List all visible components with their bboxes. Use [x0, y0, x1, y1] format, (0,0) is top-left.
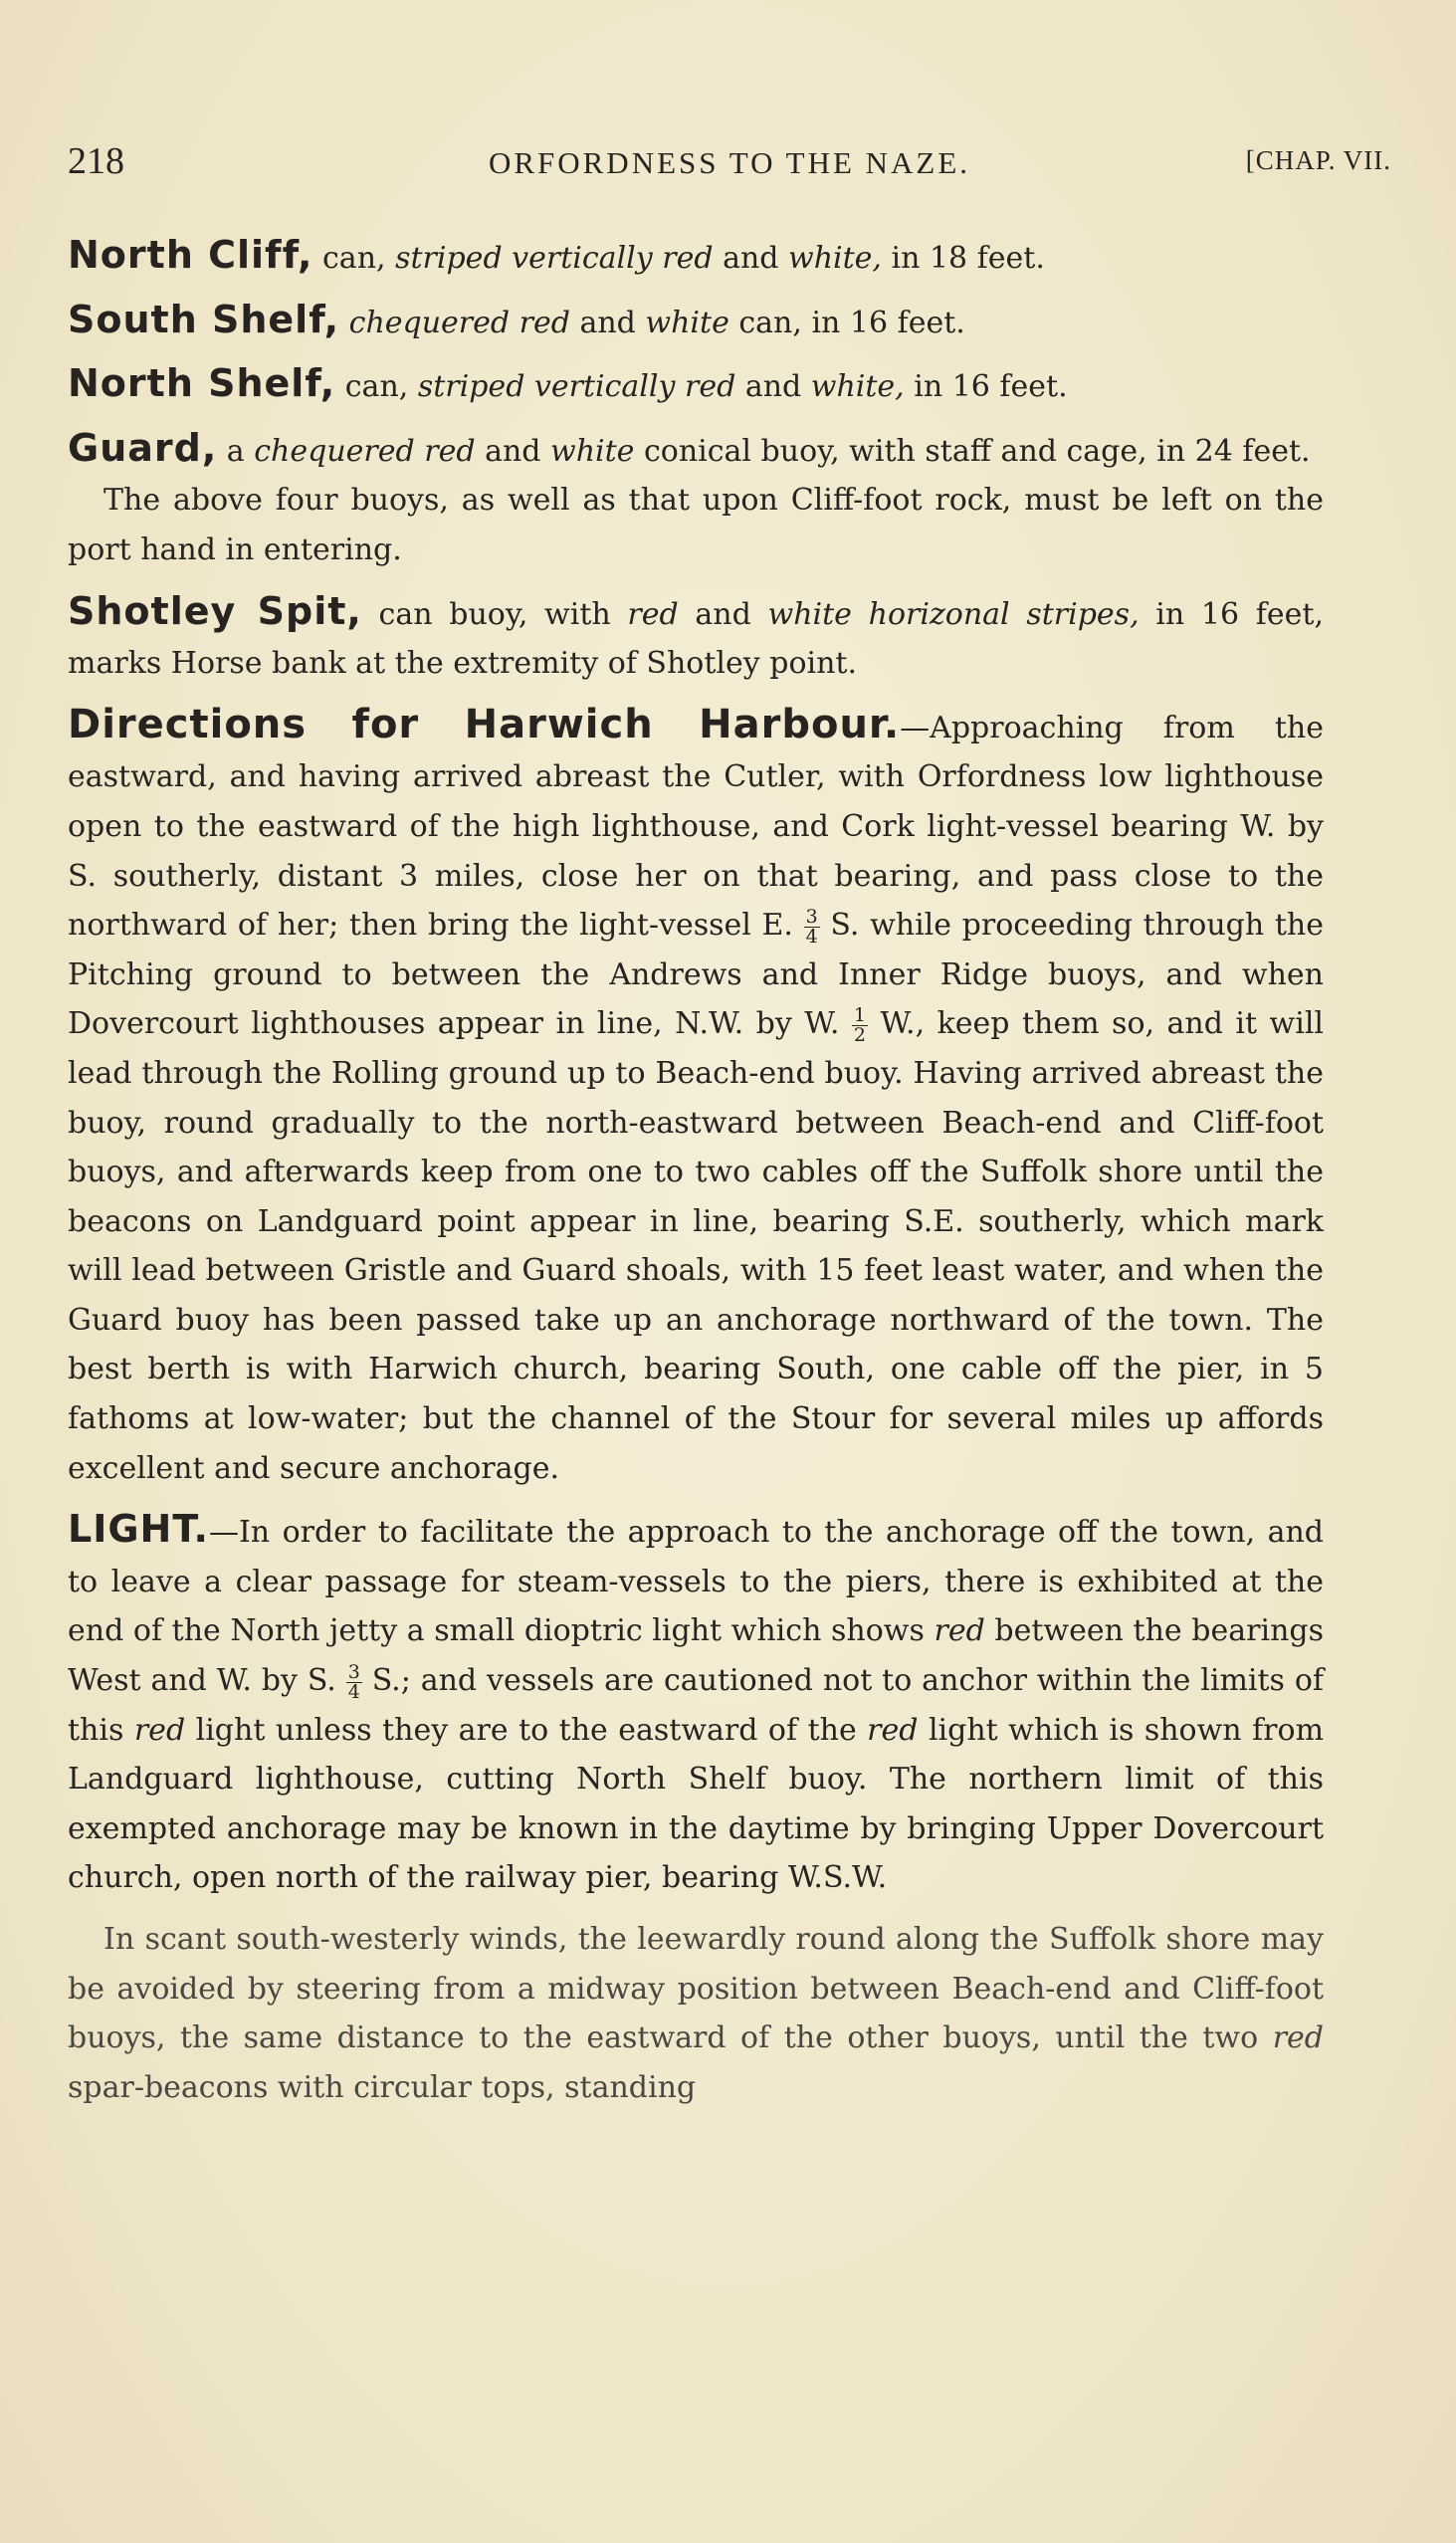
buoy-entry-north-cliff: North Cliff, can, striped vertically red and white, in 18 feet. — [68, 233, 1045, 277]
page-number: 218 — [68, 140, 124, 182]
running-title: ORFORDNESS TO THE NAZE. — [488, 145, 971, 180]
scant-winds-paragraph: In scant south-westerly winds, the leewardly round along the Suffolk shore may be avoided by steering from a midway position between Beach-end and Cliff-foot buoys, the same distance to the eastward of the other buoys, until the two red spar-beacons with circular tops, standing — [68, 1922, 1324, 2105]
fraction-three-quarters: $\frac{3}{4}$ — [805, 905, 818, 948]
entry-heading: Guard, — [68, 425, 218, 470]
paragraph-above-buoys: The above four buoys, as well as that upon Cliff-foot rock, must be left on the port hand in entering. — [68, 483, 1324, 567]
fraction-one-half: $\frac{1}{2}$ — [853, 1003, 866, 1046]
chapter-reference: [CHAP. VII. — [1245, 145, 1391, 175]
directions-paragraph: Directions for Harwich Harbour.—Approaching from the eastward, and having arrived abreast the Cutler, with Orfordness low lighthouse open to the eastward of the high lighthouse, and Cork light-vessel bearing W. by S. southerly, distant 3 miles, close her on that bearing, and pass close to the northward of her; then bring the light-vessel E. $\frac{3}{4}$ S. while proceeding through the Pitching ground to between the Andrews and Inner Ridge buoys, and when Dovercourt lighthouses appear in line, N.W. by W. $\frac{1}{2}$ W., keep them so, and it will lead through the Rolling ground up to Beach-end buoy. Having arrived abreast the buoy, round gradually to the north-eastward between Beach-end and Cliff-foot buoys, and afterwards keep from one to two cables off the Suffolk shore until the beacons on Landguard point appear in line, bearing S.E. southerly, which mark will lead between Gristle and Guard shoals, with 15 feet least water, and when the Guard buoy has been passed take up an anchorage northward of the town. The best berth is with Harwich church, bearing South, one cable off the pier, in 5 fathoms at low-water; but the channel of the Stour for several miles up affords excellent and secure anchorage. — [68, 701, 1325, 1486]
section-heading-directions: Directions for Harwich Harbour. — [68, 701, 901, 747]
buoy-entry-south-shelf: South Shelf, chequered red and white can, in 16 feet. — [68, 297, 965, 341]
entry-heading: North Cliff, — [68, 233, 313, 277]
buoy-entry-shotley-spit: Shotley Spit, can buoy, with red and white horizonal stripes, in 16 feet, marks Horse bank at the extremity of Shotley point. — [68, 588, 1325, 682]
section-heading-light: LIGHT. — [68, 1507, 209, 1552]
fraction-three-quarters: $\frac{3}{4}$ — [347, 1660, 360, 1703]
entry-heading: North Shelf, — [68, 361, 336, 406]
light-paragraph: LIGHT.—In order to facilitate the approach to the anchorage off the town, and to leave a clear passage for steam-vessels to the piers, there is exhibited at the end of the North jetty a small dioptric light which shows red between the bearings West and W. by S. $\frac{3}{4}$ S.; and vessels are cautioned not to anchor within the limits of this red light unless they are to the eastward of the red light which is shown from Landguard lighthouse, cutting North Shelf buoy. The northern limit of this exempted anchorage may be known in the daytime by bringing Upper Dovercourt church, open north of the railway pier, bearing W.S.W. — [68, 1507, 1325, 1896]
page-body — [68, 231, 1324, 2112]
buoy-entry-guard: Guard, a chequered red and white conical buoy, with staff and cage, in 24 feet. — [68, 425, 1311, 470]
buoy-entry-north-shelf: North Shelf, can, striped vertically red and white, in 16 feet. — [68, 361, 1068, 406]
page-header — [68, 139, 1391, 199]
entry-heading: Shotley Spit, — [68, 588, 362, 633]
entry-heading: South Shelf, — [68, 297, 340, 341]
